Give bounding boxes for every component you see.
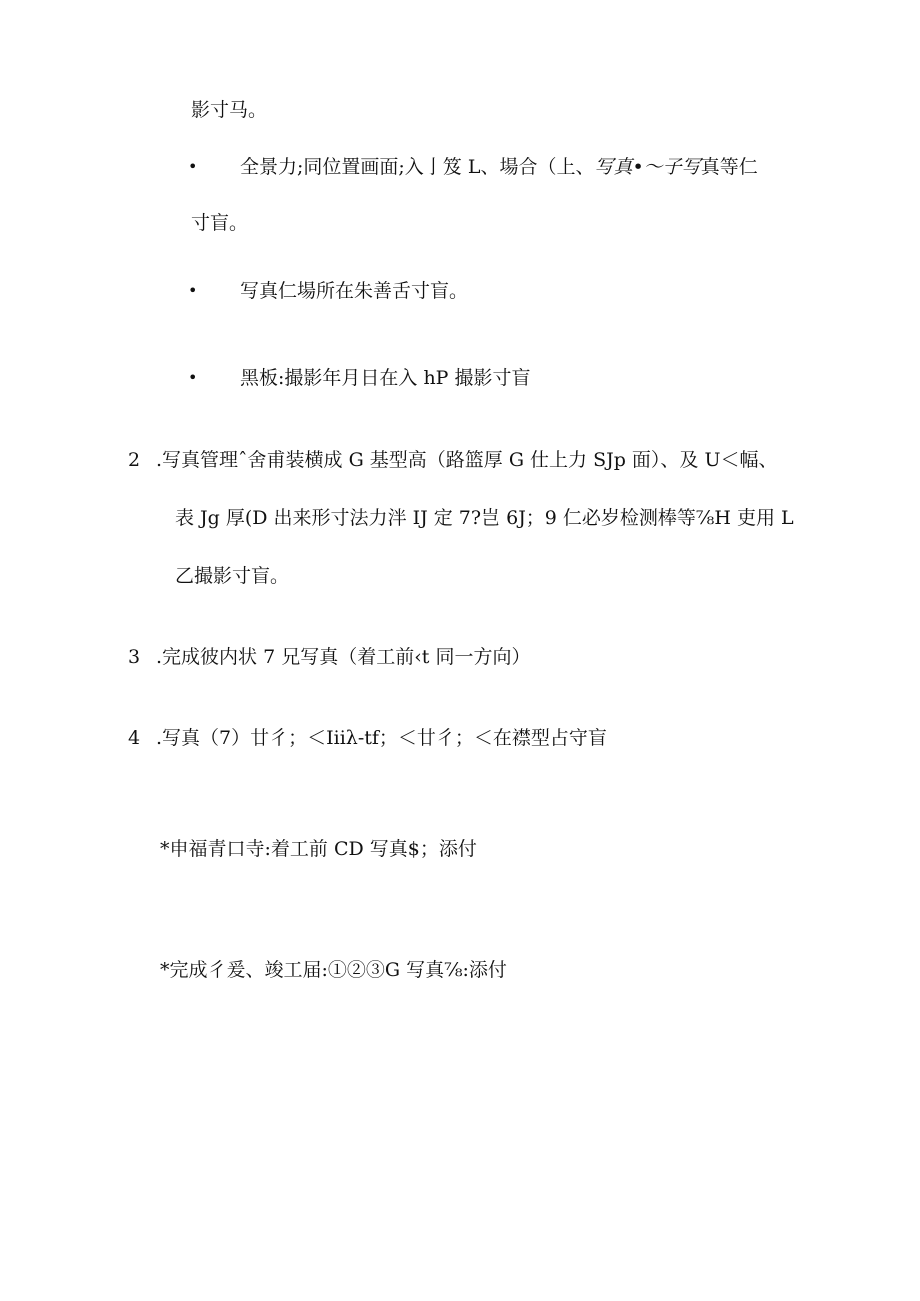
item-number: 4 xyxy=(128,727,141,749)
numbered-item-text: .写真（7）廿彳；＜Iiiλ-tf；＜廿彳；＜在襟型占守盲 xyxy=(156,727,607,749)
bullet-marker: • xyxy=(188,157,198,176)
numbered-item-text: 乙撮影寸盲。 xyxy=(175,565,290,587)
item-number: 3 xyxy=(128,646,141,668)
bullet-text: 全景力;同位置画面;入亅笈 L、場合（上、 xyxy=(240,156,595,178)
numbered-item-text: 表 Jg 厚(D 出来形寸法力泮 IJ 定 7?岂 6J；9 仁必岁检测棒等⅞H 吏用 L xyxy=(175,507,794,529)
numbered-item-text: .完成彼内状 7 兄写真（着工前‹t 同一方向） xyxy=(156,646,531,668)
text-line: 寸盲。 xyxy=(191,212,249,234)
note-line: *完成彳爰、竣工届:①②③G 写真⅞:添付 xyxy=(160,959,507,981)
text-line: 影寸马。 xyxy=(191,99,268,121)
item-number: 2 xyxy=(128,449,141,471)
bullet-text-italic: 写真•～子写 xyxy=(594,156,701,178)
bullet-item-1 xyxy=(240,155,758,179)
bullet-item-2: 写真仁場所在朱善舌寸盲。 xyxy=(240,280,469,302)
bullet-text: 真等仁 xyxy=(700,156,758,178)
bullet-marker: • xyxy=(188,281,198,300)
note-line: *申福青口寺:着工前 CD 写真$；添付 xyxy=(160,838,477,860)
bullet-marker: • xyxy=(188,368,198,387)
numbered-item-text: .写真管理ˆ舍甫装横成 G 基型高（路篮厚 G 仕上力 SJp 面）、及 U＜幅、 xyxy=(156,449,778,471)
bullet-item-3: 黑板:撮影年月日在入 hP 撮影寸盲 xyxy=(240,367,531,389)
